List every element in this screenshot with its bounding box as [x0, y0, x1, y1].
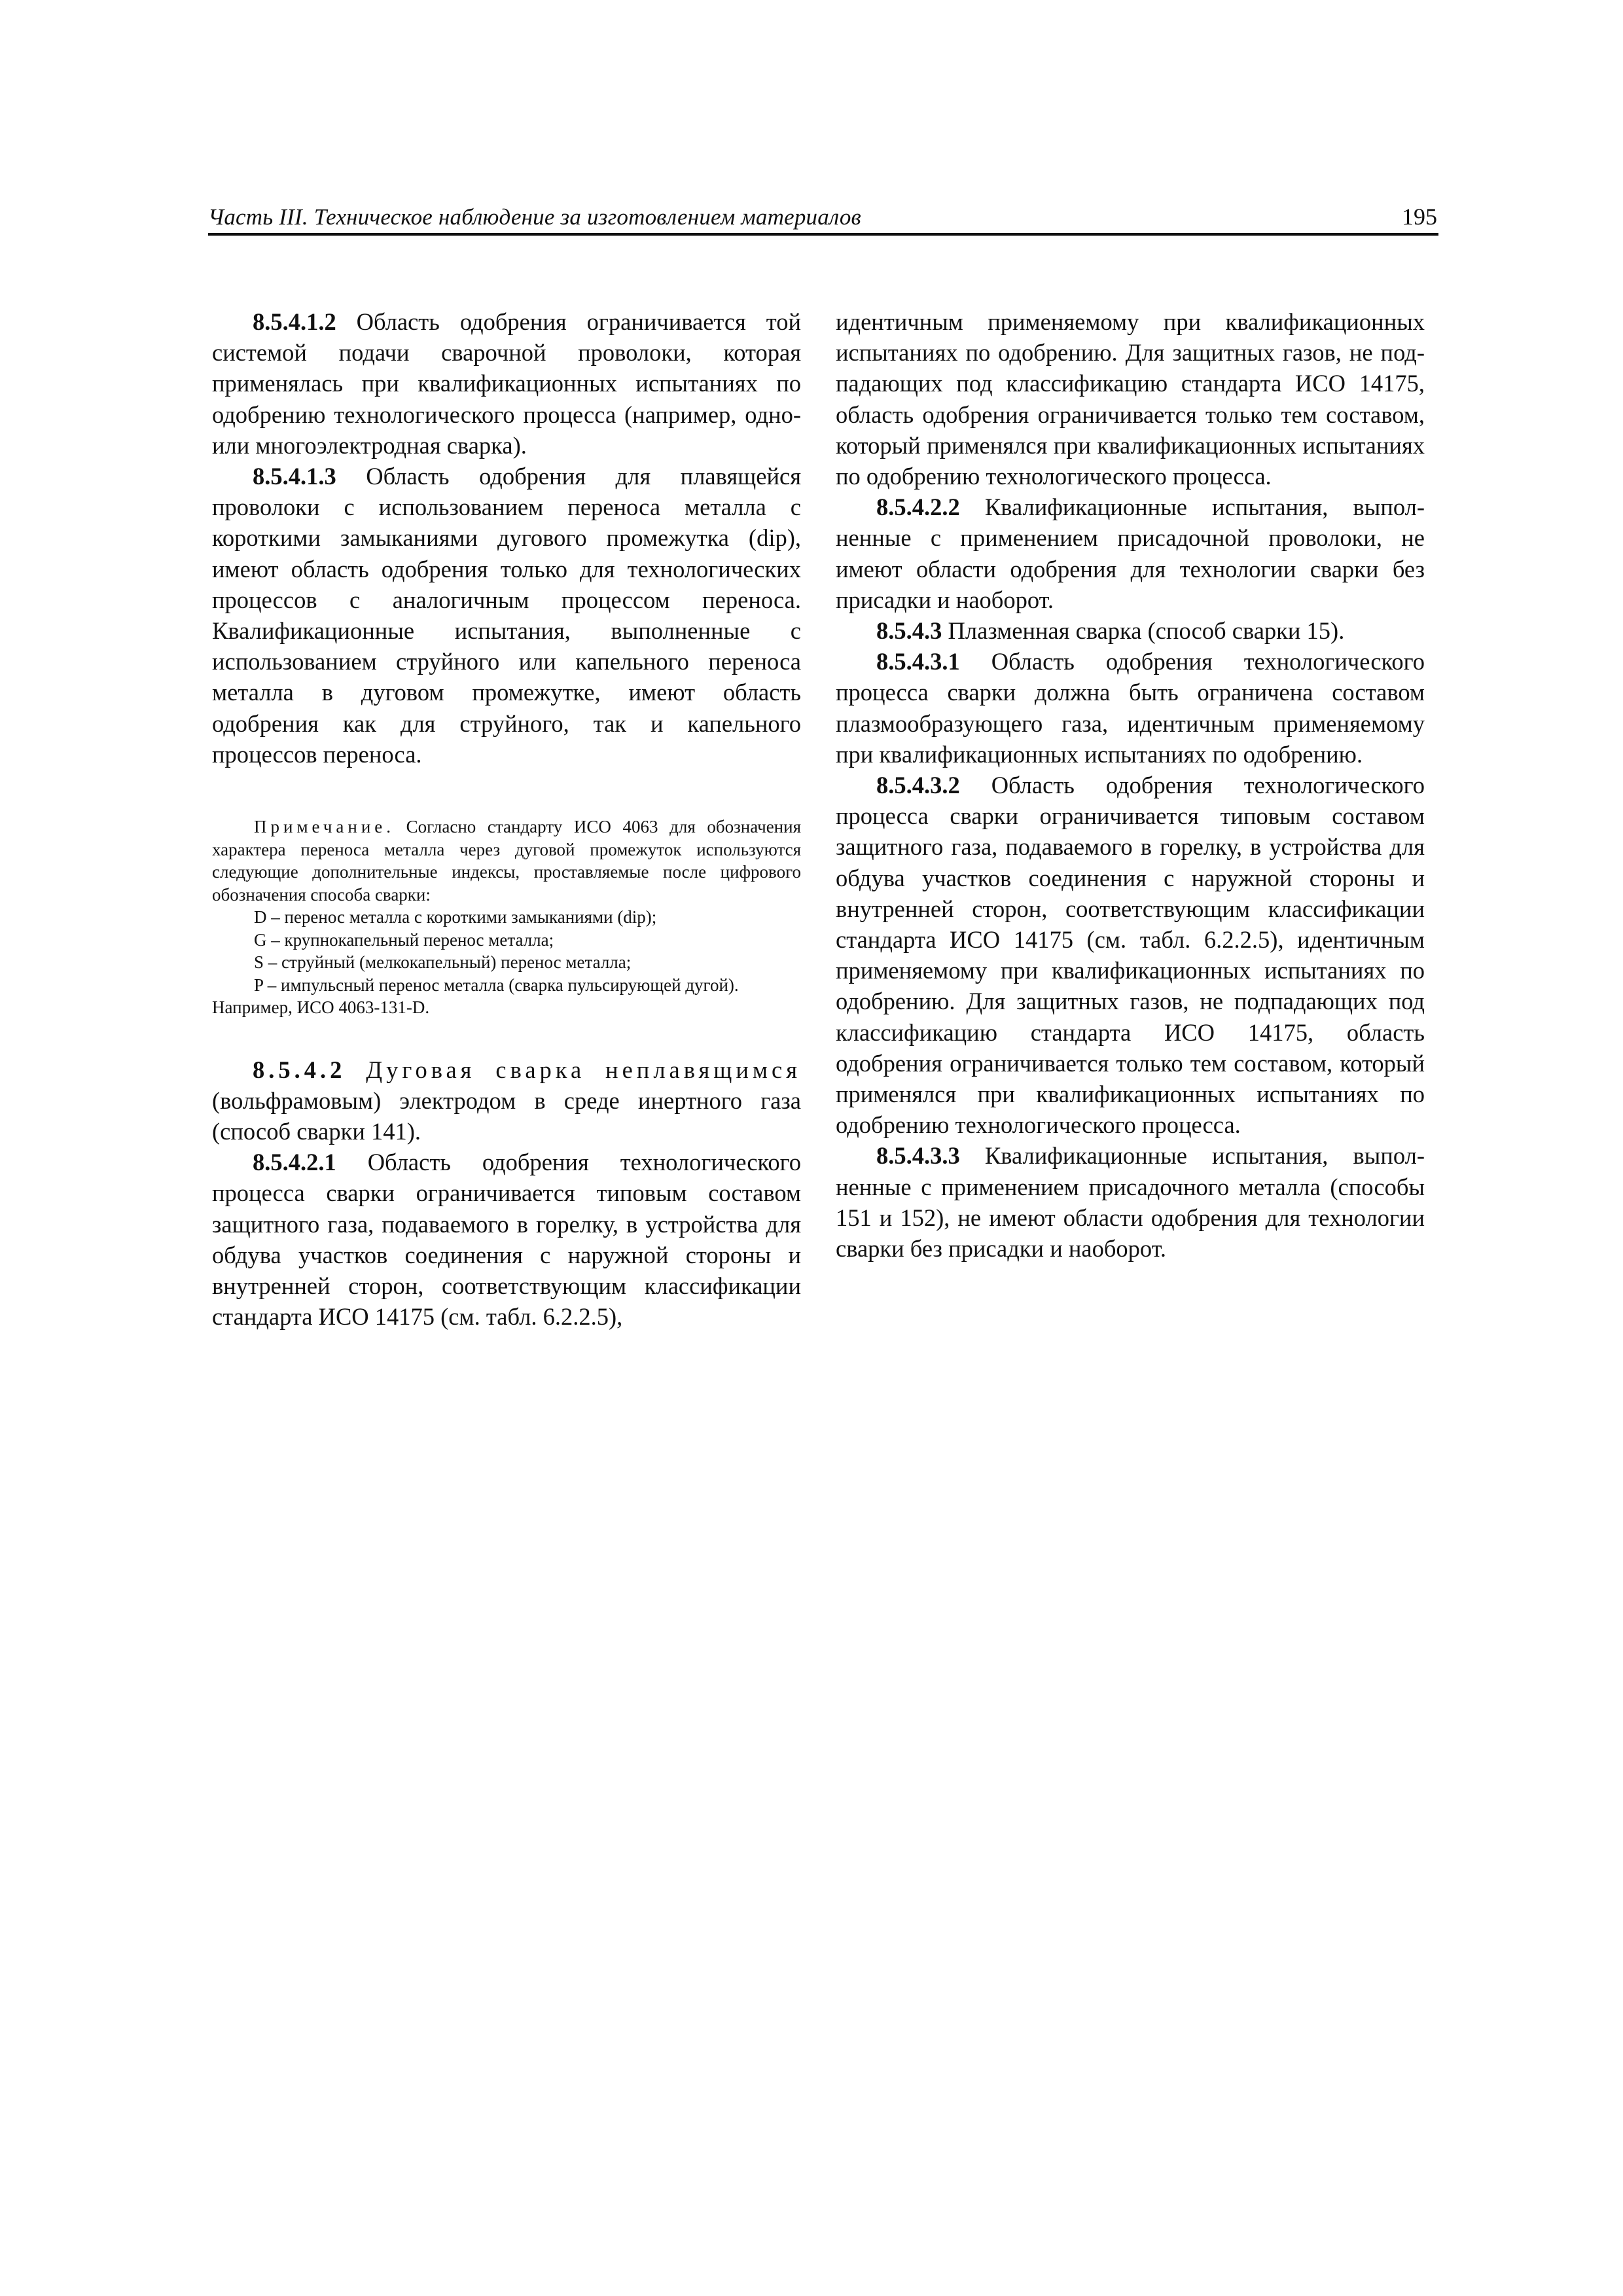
running-title: Часть III. Техническое наблюдение за изготовлением материалов: [208, 204, 861, 230]
clause-number: 8.5.4.2.2: [876, 493, 960, 521]
note-item: P – импульсный перенос металла (сварка пульсирующей дугой).: [254, 975, 739, 995]
paragraph-8-5-4-2-1: [212, 1147, 801, 1332]
note-item: G – крупнокапельный перенос металла;: [254, 929, 554, 950]
paragraph-text: (вольфрамовым) электродом в среде инертного газа (способ сварки 141).: [212, 1086, 801, 1145]
page-number: 195: [1402, 204, 1437, 230]
clause-number: 8.5.4.2: [253, 1056, 346, 1083]
paragraph-8-5-4-3-3: [836, 1140, 1425, 1264]
clause-number: 8.5.4.1.3: [253, 463, 336, 490]
paragraph-continuation: идентичным применяемому при квалификационных испытаниях по одобрению. Для защитных газов, не подпадающих под классификацию стандарта ИСО 14175, область одобрения ограничивается только тем составом, который применялся при квалификационных испытаниях по одобрению технологического процесса.: [836, 308, 1425, 490]
clause-number: 8.5.4.2.1: [253, 1149, 336, 1176]
page-header: [208, 196, 1438, 236]
note-text: Согласно стандарту ИСО 4063 для обозначения характера переноса металла через дуговой промежуток используются следующие дополнительные индексы, проставляемые после цифрового обозначения способа сварки:: [212, 817, 801, 905]
paragraph-text: Область одобрения ограничивается той системой подачи сварочной проволоки, которая применялась при квалификационных испытаниях по одобрению технологического процесса (например, одно- или многоэлектродная сварка).: [212, 308, 801, 459]
note-block: [212, 816, 801, 1019]
section-8-5-4-3: [836, 615, 1425, 646]
paragraph-text: Область одобрения технологического процесса сварки ограничивается типовым составом защитного газа, подаваемого в горелку, в устройства для обдува участков соединения с наружной стороны и внутренней сторон, соответствующим классификации стандарта ИСО 14175 (см. табл. 6.2.2.5), идентичным применяемому при квалификационных испытаниях по одобрению. Для защитных газов, не подпадающих под классификацию стандарта ИСО 14175, область одобрения ограничивается только тем составом, который применялся при квалификационных испытаниях по одобрению технологического процесса.: [836, 772, 1425, 1139]
paragraph-8-5-4-1-2: [212, 306, 801, 461]
paragraph-text: Квалификационные испытания, выполненные с применением присадочной проволоки, не имеют области одобрения для технологии сварки без присадки и наоборот.: [836, 493, 1425, 613]
paragraph-text: Квалификационные испытания, выполненные с применением присадочного металла (способы 151 и 152), не имеют области одобрения для технологии сварки без присадки и наоборот.: [836, 1142, 1425, 1263]
note-item: D – перенос металла с короткими замыканиями (dip);: [254, 907, 657, 927]
paragraph-text: Область одобрения технологического процесса сварки должна быть ограничена составом плазмообразующего газа, идентичным применяемому при квалификационных испытаниях по одобрению.: [836, 648, 1425, 768]
note-label: Примечание.: [254, 817, 395, 837]
paragraph-8-5-4-2-2: [836, 492, 1425, 615]
clause-number: 8.5.4.3.2: [876, 772, 960, 799]
clause-number: 8.5.4.3.3: [876, 1142, 960, 1170]
paragraph-8-5-4-3-1: [836, 646, 1425, 770]
section-title: Дуговая сварка неплавящимся: [346, 1056, 801, 1083]
note-item: S – струйный (мелкокапельный) перенос металла;: [254, 952, 632, 973]
note-example: Например, ИСО 4063-131-D.: [212, 997, 430, 1018]
paragraph-text: Плазменная сварка (способ сварки 15).: [942, 617, 1345, 645]
paragraph-8-5-4-1-3: [212, 461, 801, 770]
paragraph-text: Область одобрения для плавящейся проволоки с использованием переноса металла с короткими замыканиями дугового промежутка (dip), имеют область одобрения только для технологических процессов с аналогичным процессом переноса. Квалификационные испытания, выполненные с использованием струйного или капельного переноса металла в дуговом промежутке, имеют область одобрения как для струйного, так и капельного процессов переноса.: [212, 463, 801, 768]
left-column: [212, 306, 801, 1332]
note-intro: [212, 816, 801, 906]
paragraph-8-5-4-3-2: [836, 770, 1425, 1140]
right-column: [836, 306, 1425, 1264]
clause-number: 8.5.4.3: [876, 617, 942, 645]
clause-number: 8.5.4.3.1: [876, 648, 960, 675]
section-8-5-4-2: [212, 1054, 801, 1147]
paragraph-text: Область одобрения технологического процесса сварки ограничивается типовым составом защитного газа, подаваемого в горелку, в устройства для обдува участков соединения с наружной стороны и внутренней сторон, соответствующим классификации стандарта ИСО 14175 (см. табл. 6.2.2.5),: [212, 1149, 801, 1331]
clause-number: 8.5.4.1.2: [253, 308, 336, 335]
